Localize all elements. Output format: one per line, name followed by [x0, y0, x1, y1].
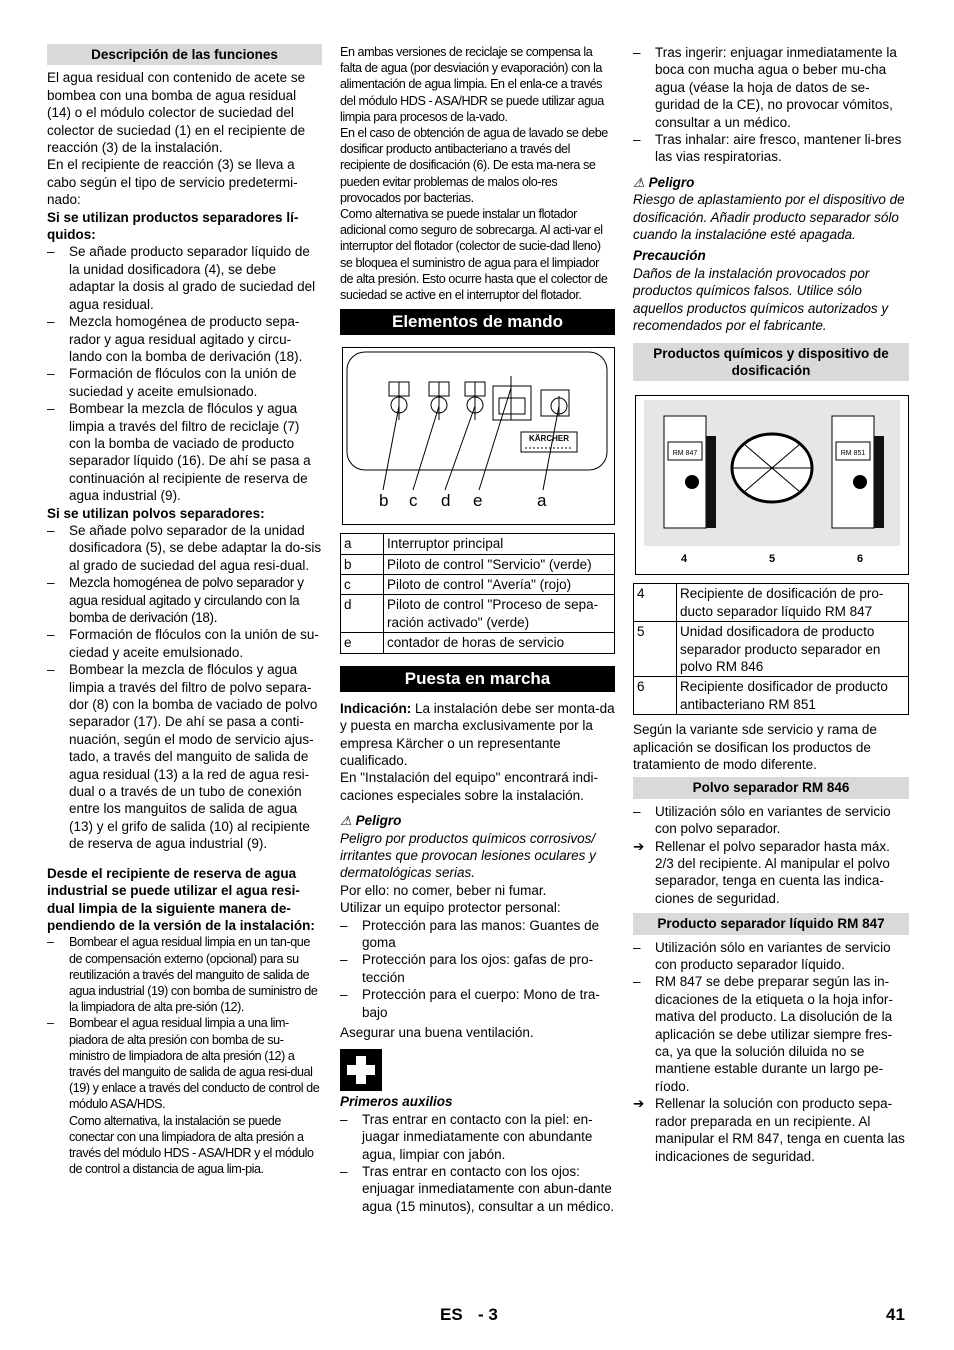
warning-triangle-icon: ⚠	[633, 174, 645, 190]
label-rm851: RM 851	[840, 450, 866, 458]
paragraph: Asegurar una buena ventilación.	[340, 1025, 534, 1040]
caution-text: Daños de la instalación provocados por productos químicos falsos. Utilice sólo aquellos productos químicos autorizados y recomendados por el fabricante.	[633, 265, 889, 334]
column-1	[47, 44, 322, 1177]
table-row: d Piloto de control "Proceso de sepa-ración activado" (verde)	[341, 595, 615, 633]
figure-label-4: 4	[680, 553, 688, 566]
controls-legend-table	[340, 533, 615, 653]
paragraph: En ambas versiones de reciclaje se compensa la falta de agua (por desviación y evaporación) con la alimentación de agua limpia. En el enla-ce a través del módulo HDS - ASA/HDR se puede utilizar agua limpia para procesos de la-vado.	[340, 45, 604, 124]
figure-label-5: 5	[768, 553, 776, 566]
footer-section: - 3	[478, 1305, 498, 1324]
dosing-devices-illustration	[636, 396, 908, 574]
subheading: Si se utilizan productos separadores lí-quidos:	[47, 209, 299, 243]
list-item: – Tras ingerir: enjuagar inmediatamente la boca con mucha agua o beber mu-cha agua (véase la hoja de datos de se-guridad de la CE), no provocar vómitos, consultar a un médico.	[633, 45, 897, 130]
heading-liquid-separator: Producto separador líquido RM 847	[633, 913, 909, 934]
list-item: – Bombear la mezcla de flóculos y agua limpia a través del filtro de polvo separa-dor (8) con la bomba de vaciado de polvo separador (17). De ahí se pasa a conti-nuación, según el modo de servicio ajus-tado, a través del manguito de salida de agua residual (13) a la red de agua resi-dual o a través de un tubo de conexión entre los manguitos de salida de agua (13) y el grifo de salida (10) al recipiente de reserva de agua industrial (9).	[47, 662, 318, 852]
paragraph: Utilizar un equipo protector personal:	[340, 900, 561, 916]
subheading: Desde el recipiente de reserva de agua industrial se puede utilizar el agua resi-dual limpia de la siguiente manera de-pendiendo de la versión de la instalación:	[47, 865, 315, 933]
list-liquid-separators	[47, 243, 322, 504]
list-item: – Bombear la mezcla de flóculos y agua limpia a través del filtro de reciclaje (7) con la bomba de vaciado de producto separador líquido (16). De ahí se pasa a continuación al recipiente de reserva de agua industrial (9).	[47, 401, 311, 504]
list-first-aid-cont	[633, 44, 909, 166]
list-item: – Bombear el agua residual limpia a una lim-piadora de alta presión con bomba de su-ministro de limpiadora de alta presión (12) a través del manguito de salida de agua resi-dual (19) y enlace a través del conducto de control de módulo ASA/HDS.	[47, 1016, 320, 1112]
list-item: – Bombear el agua residual limpia en un tan-que de compensación externo (opcional) para su reutilización a través del manguito de salida de agua industrial (19) con bomba de suministro de la limpiadora de alta pre-sión (12).	[47, 935, 318, 1015]
list-item: – Utilización sólo en variantes de servicio con producto separador líquido.	[633, 939, 891, 973]
warning-text: Peligro por productos químicos corrosivos/ irritantes que provocan lesiones oculares y dermatológicas serias.	[340, 830, 596, 881]
list-item: – Mezcla homogénea de producto sepa-rador y agua residual agitado y circu-lando con la bomba de derivación (18).	[47, 314, 303, 364]
label-rm847: RM 847	[672, 450, 698, 458]
paragraph: En el caso de obtención de agua de lavado se debe dosificar producto antibacteriano a través del recipiente de dosificación (6). De esta ma-nera se pueden evitar problemas de malos olo-res provocados por bacterias.	[340, 126, 608, 205]
paragraph: Por ello: no comer, beber ni fumar.	[340, 882, 547, 898]
table-row: e contador de horas de servicio	[341, 633, 615, 653]
list-item: – Protección para los ojos: gafas de pro-tección	[340, 952, 594, 985]
list-first-aid	[340, 1111, 615, 1215]
arrow-right-icon: ➔	[633, 838, 645, 854]
table-row: b Piloto de control "Servicio" (verde)	[341, 554, 615, 574]
paragraph-indication: Indicación: La instalación debe ser monta-da y puesta en marcha exclusivamente por la empresa Kärcher o un representante cualificado.	[340, 700, 615, 768]
table-row: 6 Recipiente dosificador de producto antibacteriano RM 851	[634, 677, 909, 715]
list-item: – Se añade polvo separador de la unidad dosificadora (5), se debe adaptar la do-sis al grado de suciedad del agua resi-dual.	[47, 522, 322, 573]
first-aid-label: Primeros auxilios	[340, 1094, 453, 1110]
footer-language: ES	[440, 1305, 463, 1324]
subheading: Si se utilizan polvos separadores:	[47, 505, 265, 521]
heading-start-up: Puesta en marcha	[340, 666, 615, 692]
list-item: – Formación de flóculos con la unión de su-ciedad y aceite emulsionado.	[47, 627, 319, 660]
heading-chemicals: Productos químicos y dispositivo de dosificación	[633, 343, 909, 382]
panel-label-c: c	[409, 491, 418, 511]
paragraph: Según la variante sde servicio y rama de aplicación se dosifican los productos de tratamiento de modo diferente.	[633, 722, 877, 772]
heading-powder-separator: Polvo separador RM 846	[633, 777, 909, 798]
panel-brand: KÄRCHER	[529, 434, 569, 444]
list-item: – Utilización sólo en variantes de servicio con polvo separador.	[633, 803, 891, 837]
warning-label: ⚠ Peligro	[633, 174, 695, 190]
list-item: – Protección para el cuerpo: Mono de tra-bajo	[340, 987, 600, 1020]
panel-label-a: a	[537, 491, 547, 511]
table-row: 5 Unidad dosificadora de producto separador producto separador en polvo RM 846	[634, 622, 909, 677]
first-aid-cross-icon	[340, 1049, 382, 1091]
list-item: – Tras inhalar: aire fresco, mantener li-bres las vias respiratorias.	[633, 132, 902, 165]
page-number: 41	[886, 1305, 905, 1324]
panel-label-e: e	[473, 491, 483, 511]
list-item-action: ➔ Rellenar la solución con producto sepa-rador preparada en un recipiente. Al manipular el RM 847, tenga en cuenta las indicaciones de seguridad.	[633, 1096, 905, 1164]
table-row: 4 Recipiente de dosificación de pro-ducto separador líquido RM 847	[634, 584, 909, 622]
warning-text: Riesgo de aplastamiento por el dispositivo de dosificación. Añadir producto separador sólo cuando la instalacióne esté apagada.	[633, 192, 905, 243]
figure-label-6: 6	[856, 553, 864, 566]
control-panel-illustration	[343, 348, 613, 524]
heading-function-description: Descripción de las funciones	[47, 44, 322, 65]
list-ppe	[340, 917, 615, 1021]
warning-triangle-icon: ⚠	[340, 813, 352, 829]
control-panel-figure	[342, 347, 615, 525]
column-2	[340, 44, 615, 1215]
dosing-devices-figure	[635, 395, 909, 575]
list-item: – Se añade producto separador líquido de la unidad dosificadora (4), se debe adaptar la dosis al grado de suciedad del agua residual.	[47, 244, 316, 312]
list-item: – RM 847 se debe preparar según las in-dicaciones de la etiqueta o la hoja infor-mativa del producto. La disolución de la aplicación se debe utilizar siempre fres-ca, ya que la solución diluida no se mantiene estable durante un largo pe-ríodo.	[633, 974, 893, 1094]
list-powder-separators	[47, 522, 322, 853]
list-liquid	[633, 939, 909, 1165]
list-powder	[633, 803, 909, 907]
table-row: a Interruptor principal	[341, 534, 615, 554]
panel-label-d: d	[441, 491, 451, 511]
paragraph: En "Instalación del equipo" encontrará indi-caciones especiales sobre la instalación.	[340, 770, 598, 803]
chemicals-legend-table	[633, 583, 909, 715]
list-item: – Protección para las manos: Guantes de goma	[340, 917, 600, 950]
panel-label-b: b	[379, 491, 389, 511]
list-item-action: ➔ Rellenar el polvo separador hasta máx. 2/3 del recipiente. Al manipular el polvo separador, tenga en cuenta las indica-ciones de seguridad.	[633, 838, 890, 906]
paragraph: En el recipiente de reacción (3) se lleva a cabo según el tipo de servicio predetermi-nado:	[47, 157, 298, 208]
list-reuse	[47, 934, 322, 1177]
table-row: c Piloto de control "Avería" (rojo)	[341, 575, 615, 595]
paragraph: Como alternativa se puede instalar un flotador adicional como seguro de sobrecarga. Al acti-var el interruptor del flotador (colector de sucie-dad lleno) se bloquea el suministro de agua para el limpiador de alta presión. Esto ocurre hasta que el colector de suciedad se active en el interruptor del flotador.	[340, 207, 608, 303]
list-item: – Formación de flóculos con la unión de suciedad y aceite emulsionado.	[47, 366, 297, 399]
paragraph: Como alternativa, la instalación se puede conectar con una limpiadora de alta presión a través del módulo HDS - ASA/HDR y el módulo de control a distancia de agua lim-pia.	[69, 1113, 314, 1177]
paragraph: El agua residual con contenido de acete se bombea con una bomba de agua residual (14) o el módulo colector de suciedad del colector de suciedad (1) en el recipiente de reacción (3) de la instalación.	[47, 70, 306, 156]
caution-label: Precaución	[633, 248, 706, 264]
list-item: – Mezcla homogénea de polvo separador y agua residual agitado y circulando con la bomba de derivación (18).	[47, 575, 304, 625]
list-item: – Tras entrar en contacto con los ojos: enjuagar inmediatamente con abun-dante agua (15 minutos), consultar a un médico.	[340, 1164, 615, 1214]
arrow-right-icon: ➔	[633, 1096, 645, 1112]
column-3	[633, 44, 909, 1165]
heading-controls: Elementos de mando	[340, 309, 615, 335]
warning-label: ⚠ Peligro	[340, 813, 402, 829]
list-item: – Tras entrar en contacto con la piel: en-juagar inmediatamente con abundante agua, limpiar con jabón.	[340, 1111, 593, 1162]
